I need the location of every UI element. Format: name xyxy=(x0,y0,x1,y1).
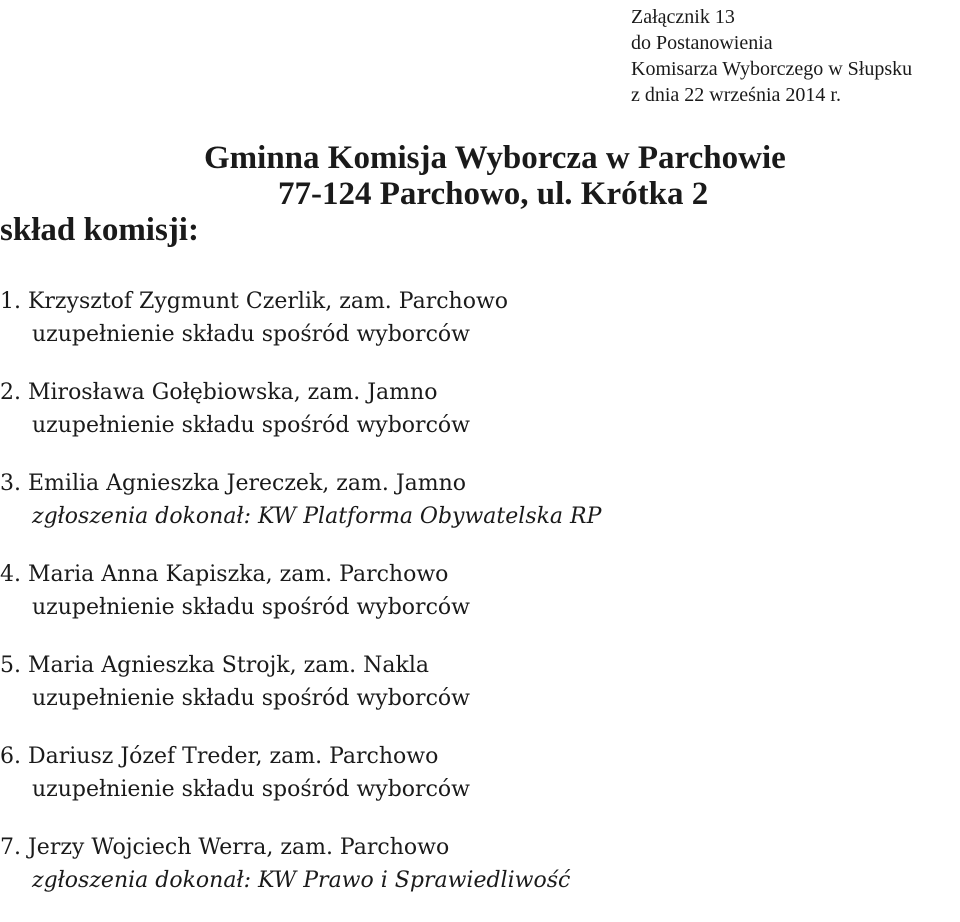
list-item xyxy=(0,376,601,467)
list-item xyxy=(0,558,601,649)
commission-address: 77-124 Parchowo, ul. Krótka 2 xyxy=(278,176,709,212)
member-basis: zgłoszenia dokonał: KW Platforma Obywatelska RP xyxy=(32,504,602,529)
annex-commissioner: Komisarza Wyborczego w Słupsku xyxy=(631,58,913,80)
list-item xyxy=(0,467,601,558)
composition-label: skład komisji: xyxy=(0,212,199,248)
member-basis: uzupełnienie składu spośród wyborców xyxy=(32,777,470,802)
member-name: 5. Maria Agnieszka Strojk, zam. Nakla xyxy=(0,653,430,678)
member-list xyxy=(0,285,601,922)
member-basis: zgłoszenia dokonał: KW Prawo i Sprawiedliwość xyxy=(32,868,571,893)
member-basis: uzupełnienie składu spośród wyborców xyxy=(32,413,470,438)
list-item xyxy=(0,740,601,831)
member-basis: uzupełnienie składu spośród wyborców xyxy=(32,686,470,711)
member-name: 2. Mirosława Gołębiowska, zam. Jamno xyxy=(0,380,438,405)
list-item xyxy=(0,649,601,740)
annex-date: z dnia 22 września 2014 r. xyxy=(631,84,841,106)
annex-header xyxy=(631,4,912,108)
commission-title: Gminna Komisja Wyborcza w Parchowie xyxy=(204,140,786,176)
annex-number: Załącznik 13 xyxy=(631,6,735,28)
member-basis: uzupełnienie składu spośród wyborców xyxy=(32,595,470,620)
member-name: 3. Emilia Agnieszka Jereczek, zam. Jamno xyxy=(0,471,467,496)
member-name: 6. Dariusz Józef Treder, zam. Parchowo xyxy=(0,744,439,769)
list-item xyxy=(0,285,601,376)
member-name: 4. Maria Anna Kapiszka, zam. Parchowo xyxy=(0,562,449,587)
list-item xyxy=(0,831,601,922)
member-name: 7. Jerzy Wojciech Werra, zam. Parchowo xyxy=(0,835,450,860)
member-basis: uzupełnienie składu spośród wyborców xyxy=(32,322,470,347)
member-name: 1. Krzysztof Zygmunt Czerlik, zam. Parchowo xyxy=(0,289,509,314)
annex-resolution: do Postanowienia xyxy=(631,32,773,54)
